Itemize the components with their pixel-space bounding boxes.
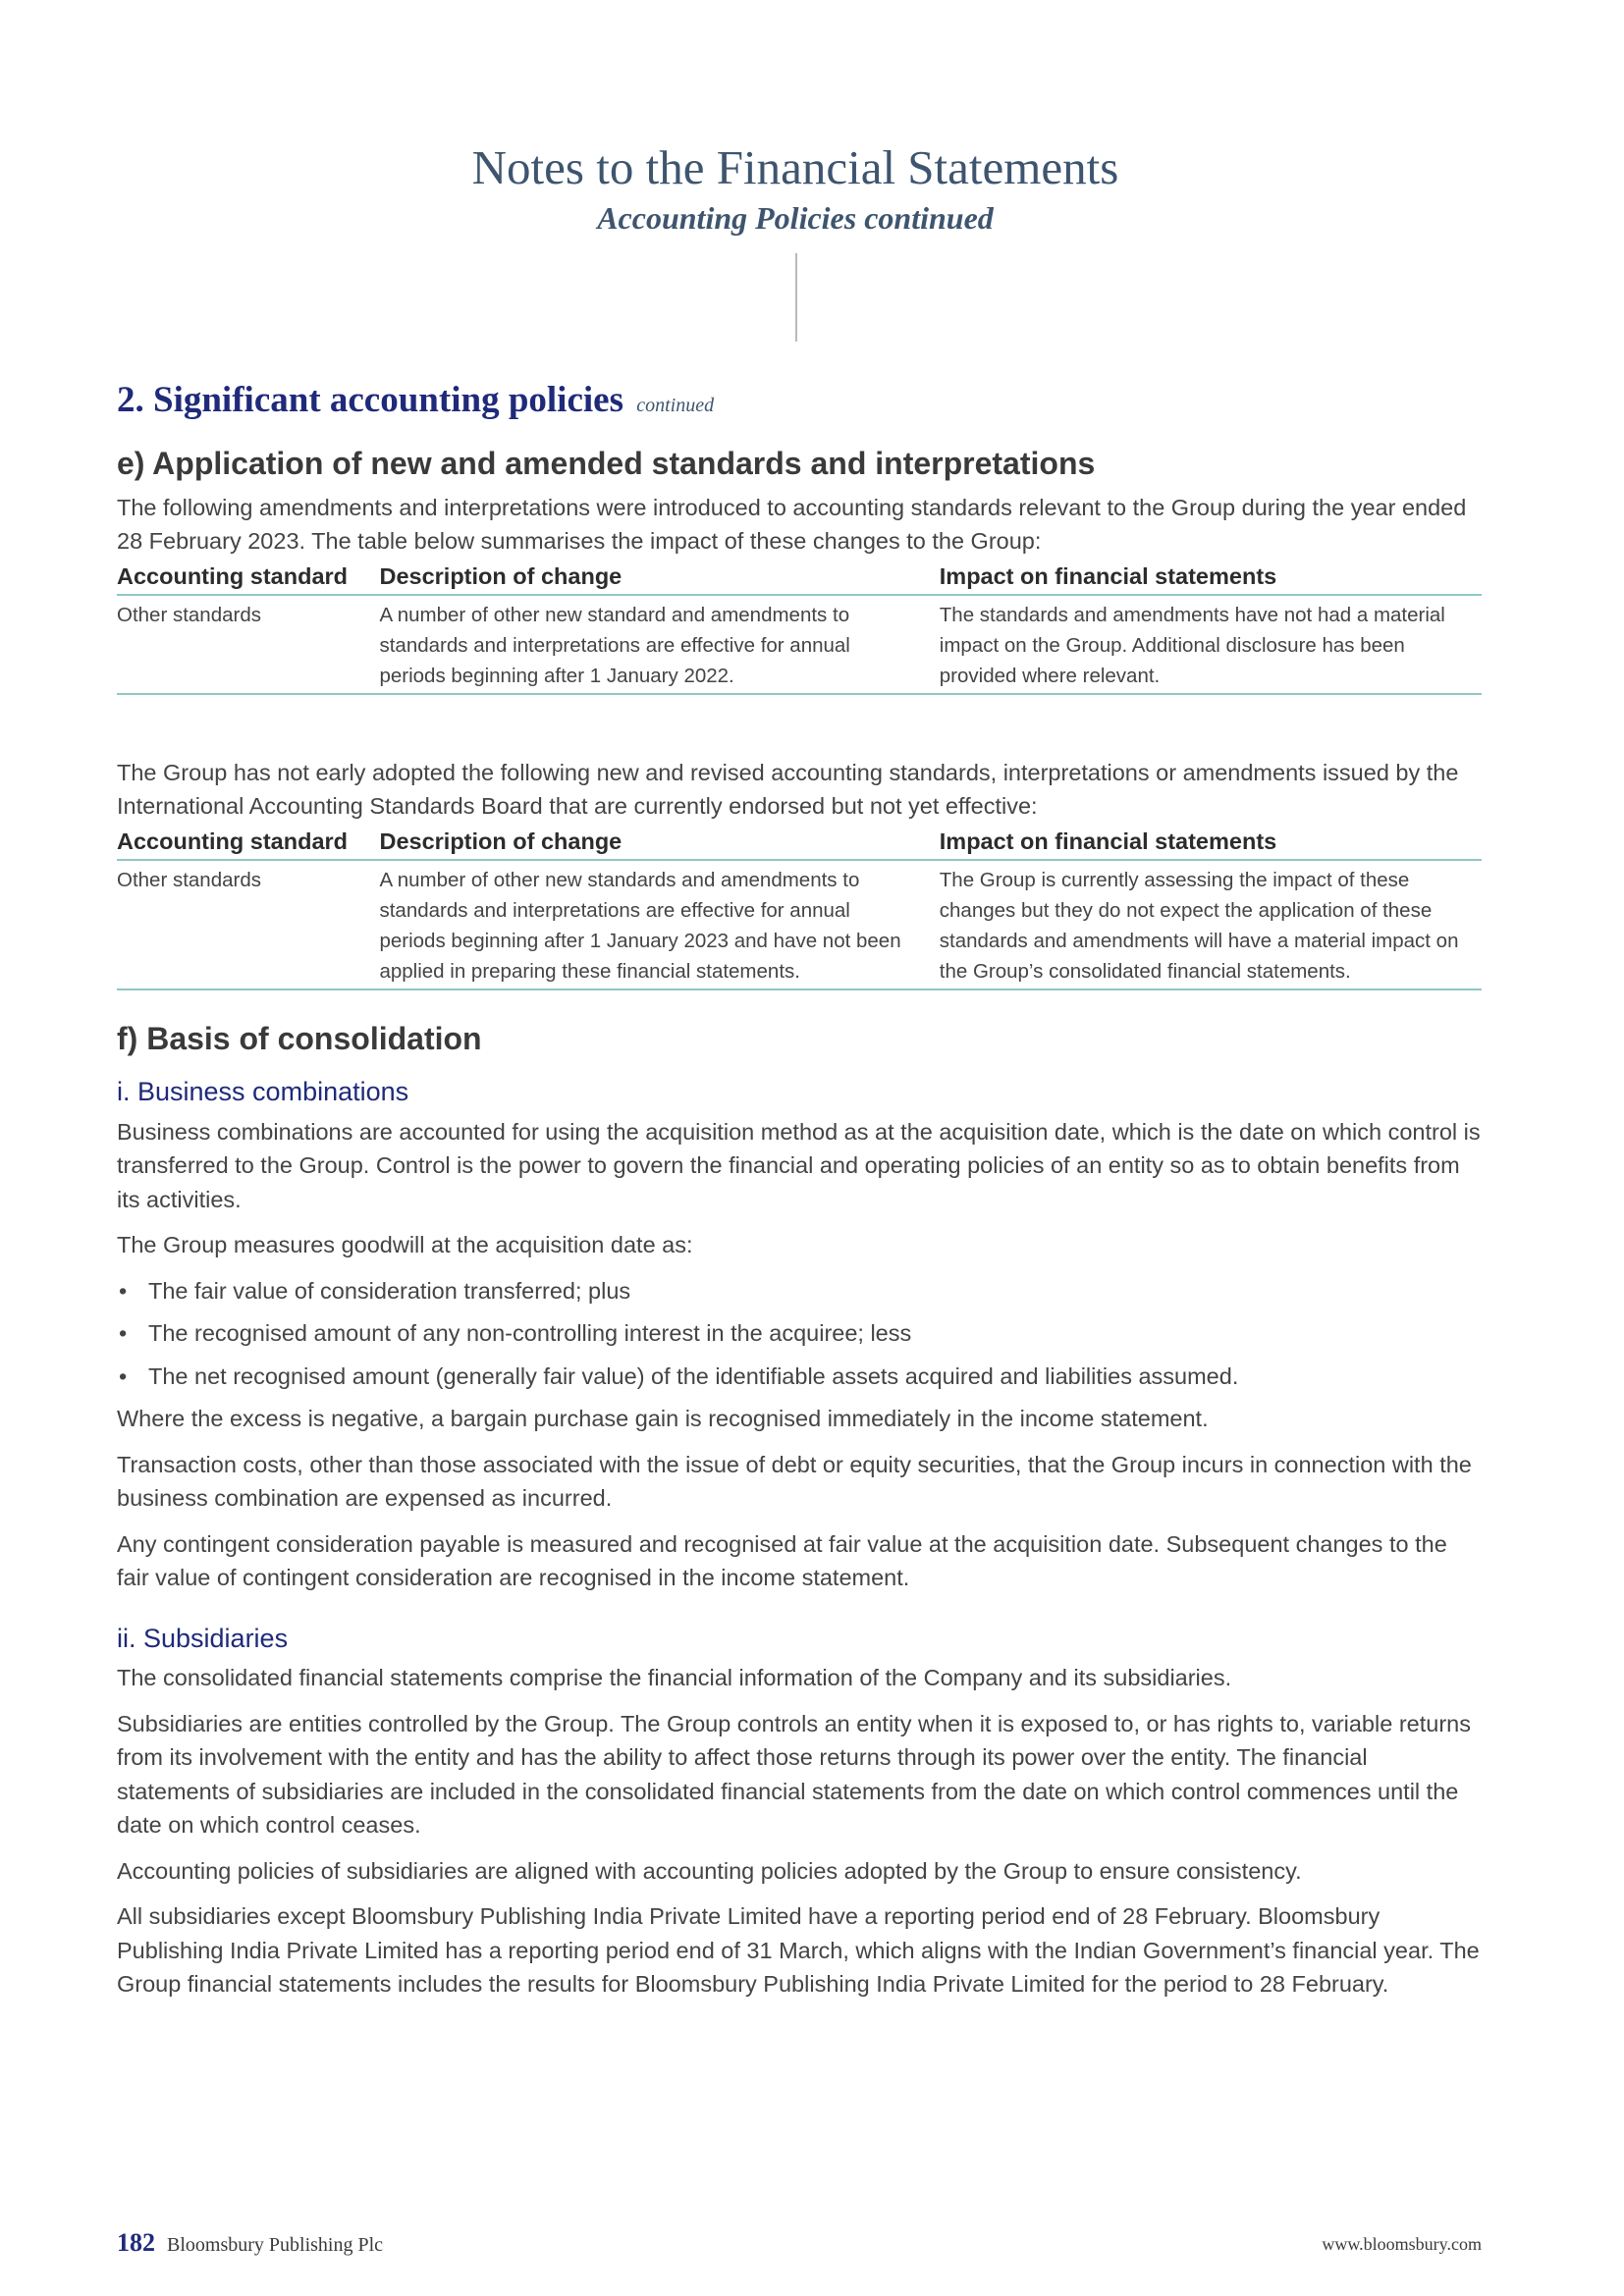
paragraph: All subsidiaries except Bloomsbury Publishing India Private Limited have a reporting period end of 28 February. Bloomsbury Publishing India Private Limited has a reporting period end of 31 March, which aligns with the Indian Government’s financial year. The Group financial statements includes the results for Bloomsbury Publishing India Private Limited for the period to 28 February. — [117, 1903, 1480, 1998]
paragraph: The Group measures goodwill at the acquisition date as: — [117, 1232, 693, 1258]
standards-table-not-adopted — [117, 826, 1482, 990]
paragraph: Accounting policies of subsidiaries are aligned with accounting policies adopted by the Group to ensure consistency. — [117, 1857, 1302, 1884]
table-cell: A number of other new standard and amendments to standards and interpretations are effective for annual periods beginning after 1 January 2022. — [379, 595, 939, 694]
paragraph: Any contingent consideration payable is measured and recognised at fair value at the acquisition date. Subsequent changes to the fair value of contingent consideration are recognised in the income statement. — [117, 1530, 1447, 1591]
table-header-cell: Description of change — [379, 561, 939, 595]
footer-website: www.bloomsbury.com — [1322, 2234, 1482, 2254]
table-header-row — [117, 561, 1482, 595]
table-cell: The Group is currently assessing the impact of these changes but they do not expect the application of these standards and amendments will have a material impact on the Group’s consolidated financial statements. — [940, 860, 1482, 989]
company-name: Bloomsbury Publishing Plc — [167, 2234, 384, 2256]
page-title: Notes to the Financial Statements — [471, 140, 1119, 194]
table-header-cell: Impact on financial statements — [940, 826, 1482, 860]
page-subtitle: Accounting Policies continued — [597, 200, 994, 236]
goodwill-list — [117, 1274, 1482, 1394]
paragraph: Transaction costs, other than those associated with the issue of debt or equity securities, that the Group incurs in connection with the business combination are expensed as incurred. — [117, 1451, 1472, 1512]
subsidiaries-heading: ii. Subsidiaries — [117, 1623, 289, 1653]
table-header-cell: Description of change — [379, 826, 939, 860]
table-header-row — [117, 826, 1482, 860]
title-divider — [795, 253, 797, 342]
table-header-cell: Accounting standard — [117, 826, 379, 860]
paragraph: The consolidated financial statements comprise the financial information of the Company and its subsidiaries. — [117, 1665, 1232, 1691]
footer-left — [117, 2228, 383, 2258]
table-cell: The standards and amendments have not had a material impact on the Group. Additional disclosure has been provided where relevant. — [940, 595, 1482, 694]
paragraph: Business combinations are accounted for using the acquisition method as at the acquisition date, which is the date on which control is transferred to the Group. Control is the power to govern the financial and operating policies of an entity so as to obtain benefits from its activities. — [117, 1118, 1481, 1212]
table-cell: Other standards — [117, 860, 379, 989]
main-content — [117, 381, 1482, 2013]
table-cell: A number of other new standards and amendments to standards and interpretations are effective for annual periods beginning after 1 January 2023 and have not been applied in preparing these financial statements. — [379, 860, 939, 989]
table-header-cell: Accounting standard — [117, 561, 379, 595]
section-heading-text: 2. Significant accounting policies — [117, 380, 623, 420]
list-item: • The recognised amount of any non-controlling interest in the acquiree; less — [117, 1316, 1482, 1351]
list-item: • The net recognised amount (generally fair value) of the identifiable assets acquired and liabilities assumed. — [117, 1360, 1482, 1394]
subsection-e-intro: The following amendments and interpretations were introduced to accounting standards relevant to the Group during the year ended 28 February 2023. The table below summarises the impact of these changes to the Group: — [117, 494, 1467, 555]
table-header-cell: Impact on financial statements — [940, 561, 1482, 595]
business-combinations-heading: i. Business combinations — [117, 1077, 409, 1107]
section-continued-label: continued — [636, 395, 715, 416]
section-heading — [117, 381, 1482, 421]
subsection-f-heading: f) Basis of consolidation — [117, 1020, 482, 1056]
subsection-e-heading: e) Application of new and amended standards and interpretations — [117, 445, 1096, 481]
subsection-e-intro-2: The Group has not early adopted the following new and revised accounting standards, interpretations or amendments issued by the International Accounting Standards Board that are currently endorsed but not yet effective: — [117, 759, 1459, 820]
table-row — [117, 860, 1482, 989]
paragraph: Where the excess is negative, a bargain purchase gain is recognised immediately in the income statement. — [117, 1406, 1209, 1432]
list-item: • The fair value of consideration transferred; plus — [117, 1274, 1482, 1308]
table-row — [117, 595, 1482, 694]
table-cell: Other standards — [117, 595, 379, 694]
page-number: 182 — [117, 2228, 155, 2257]
standards-table-adopted — [117, 561, 1482, 695]
paragraph: Subsidiaries are entities controlled by the Group. The Group controls an entity when it is exposed to, or has rights to, variable returns from its involvement with the entity and has the ability to affect those returns through its power over the entity. The financial statements of subsidiaries are included in the consolidated financial statements from the date on which control commences until the date on which control ceases. — [117, 1710, 1471, 1839]
